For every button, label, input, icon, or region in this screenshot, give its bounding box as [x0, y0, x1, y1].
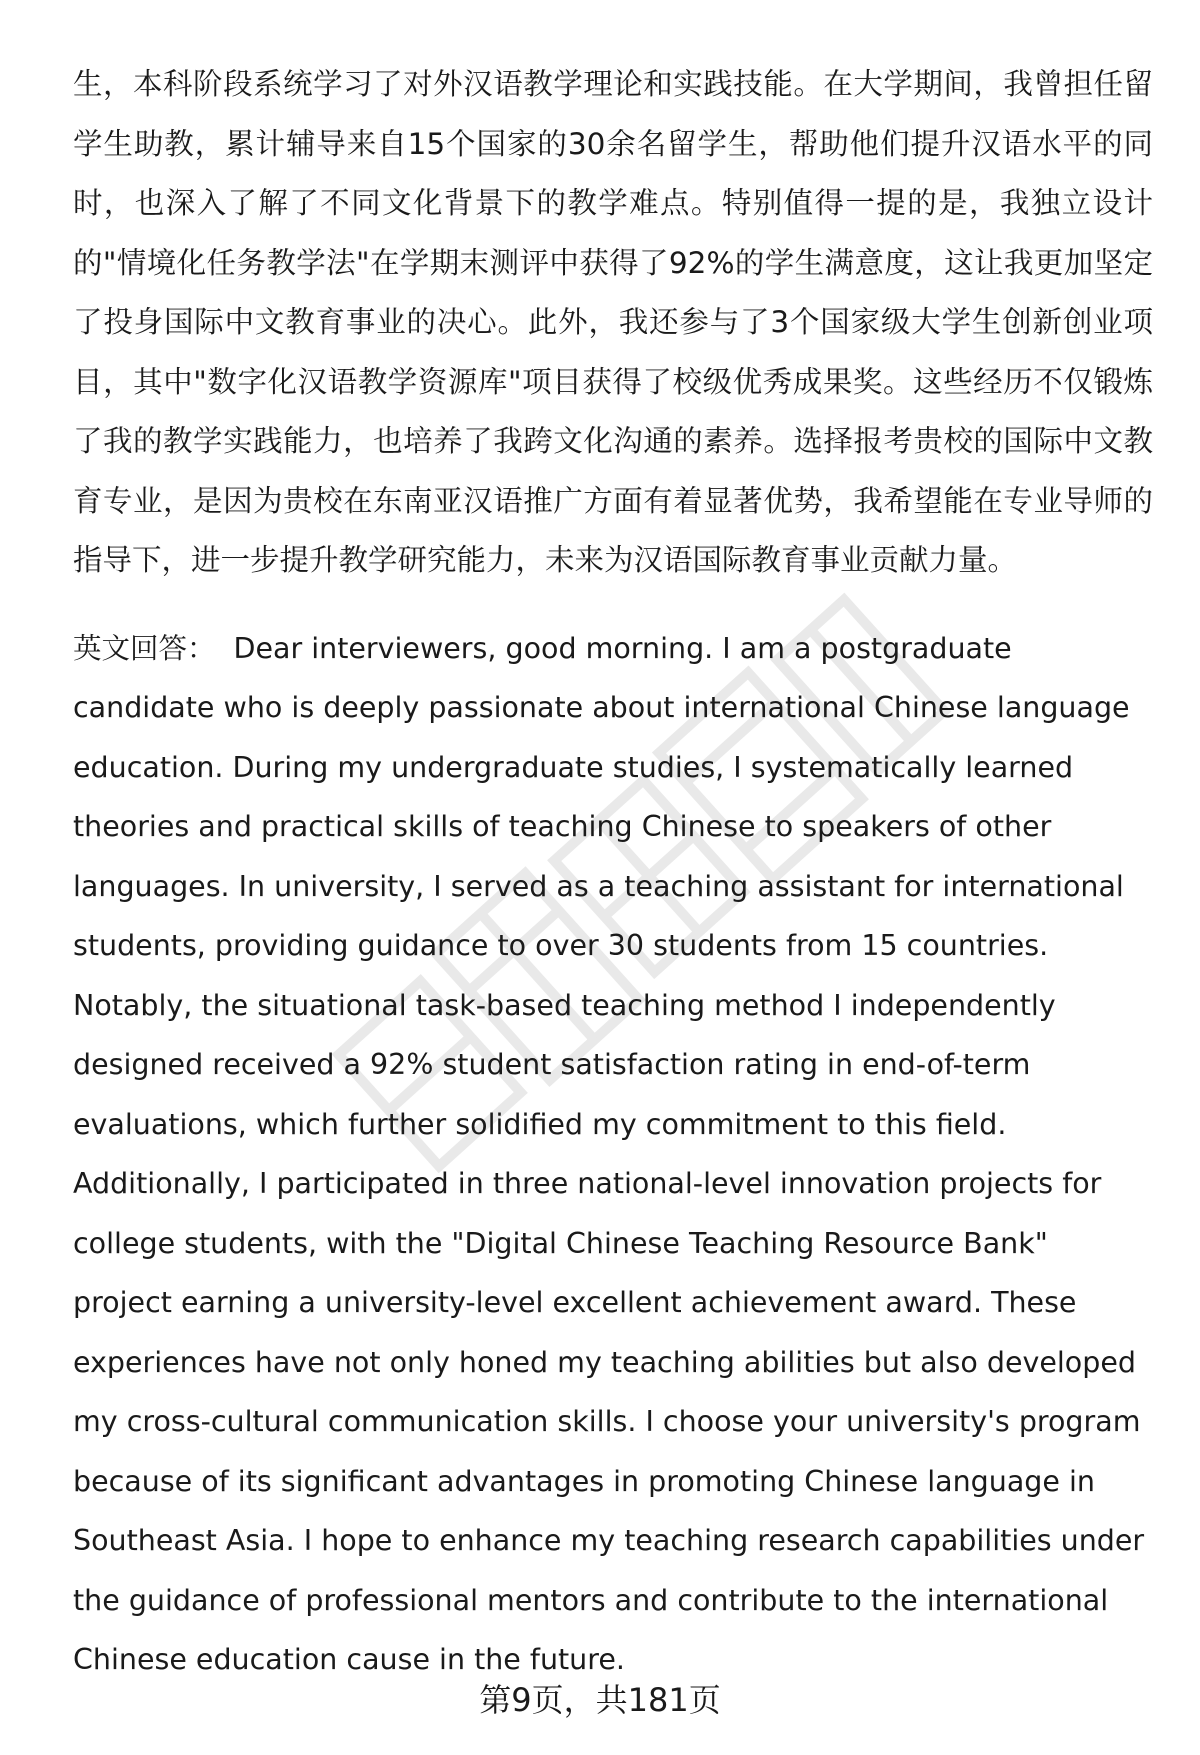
english-answer-paragraph: [73, 619, 1153, 1690]
english-answer-label: 英文回答：: [73, 631, 216, 665]
chinese-answer-paragraph: 生，本科阶段系统学习了对外汉语教学理论和实践技能。在大学期间，我曾担任留学生助教，累计辅导来自15个国家的30余名留学生，帮助他们提升汉语水平的同时，也深入了解了不同文化背景下的教学难点。特别值得一提的是，我独立设计的"情境化任务教学法"在学期末测评中获得了92%的学生满意度，这让我更加坚定了投身国际中文教育事业的决心。此外，我还参与了3个国家级大学生创新创业项目，其中"数字化汉语教学资源库"项目获得了校级优秀成果奖。这些经历不仅锻炼了我的教学实践能力，也培养了我跨文化沟通的素养。选择报考贵校的国际中文教育专业，是因为贵校在东南亚汉语推广方面有着显著优势，我希望能在专业导师的指导下，进一步提升教学研究能力，未来为汉语国际教育事业贡献力量。: [73, 67, 1153, 577]
page-indicator: 第9页，共181页: [479, 1681, 721, 1719]
document-body: [73, 55, 1153, 1690]
english-answer-text: Dear interviewers, good morning. I am a postgraduate candidate who is deeply passionate about international Chinese language education. During my undergraduate studies, I systematically learned theories and practical skills of teaching Chinese to speakers of other languages. In university, I served as a teaching assistant for international students, providing guidance to over 30 students from 15 countries. Notably, the situational task-based teaching method I independently designed received a 92% student satisfaction rating in end-of-term evaluations, which further solidified my commitment to this field. Additionally, I participated in three national-level innovation projects for college students, with the "Digital Chinese Teaching Resource Bank" project earning a university-level excellent achievement award. These experiences have not only honed my teaching abilities but also developed my cross-cultural communication skills. I choose your university's program because of its significant advantages in promoting Chinese language in Southeast Asia. I hope to enhance my teaching research capabilities under the guidance of professional mentors and contribute to the international Chinese education cause in the future.: [73, 631, 1145, 1676]
